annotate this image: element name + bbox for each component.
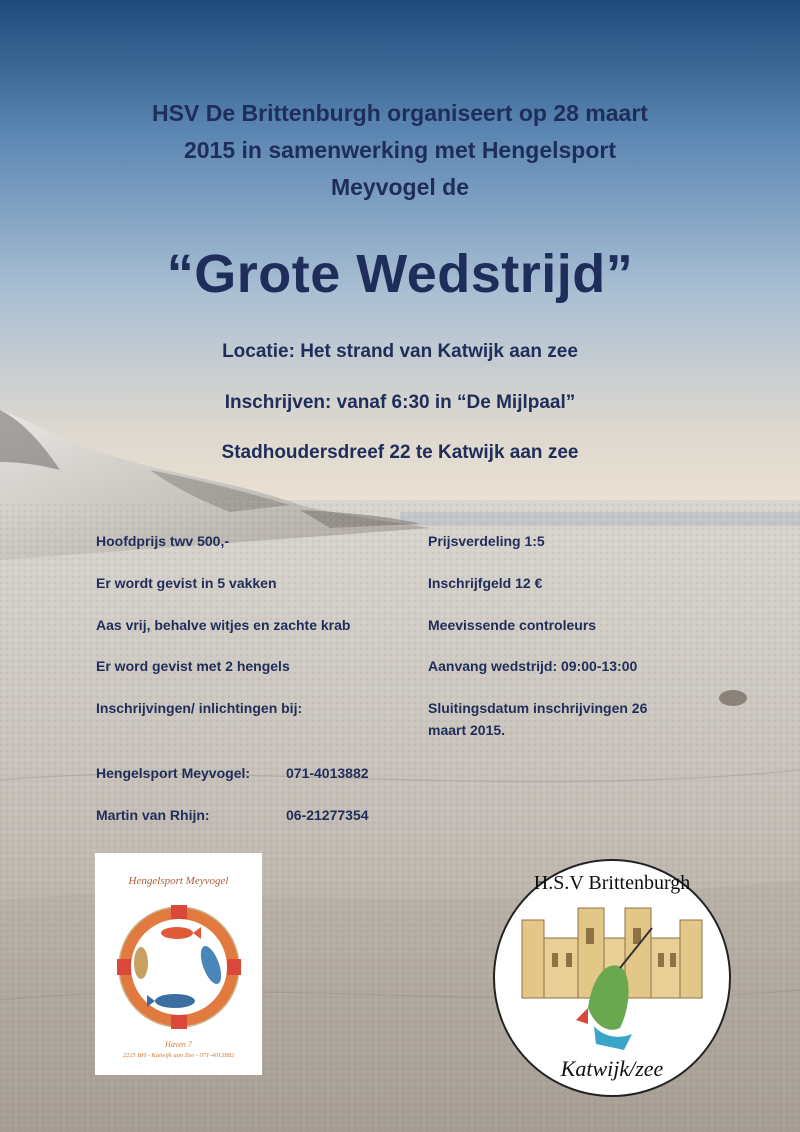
meyvogel-address-2: 2225 BH - Katwijk aan Zee - 071-4013882 — [122, 1052, 235, 1059]
intro-line: 2015 in samenwerking met Hengelsport — [183, 137, 617, 163]
contact-phone: 06-21277354 — [286, 807, 369, 823]
detail-closing-date: Sluitingsdatum inschrijvingen 26 — [428, 700, 648, 716]
detail-entry-fee: Inschrijfgeld 12 € — [428, 575, 543, 591]
meyvogel-address-1: Haven 7 — [165, 1040, 192, 1049]
detail-sections: Er wordt gevist in 5 vakken — [96, 575, 277, 591]
detail-rods: Er word gevist met 2 hengels — [96, 658, 290, 674]
contact-name: Hengelsport Meyvogel: — [96, 765, 251, 781]
headline: “Grote Wedstrijd” — [166, 244, 634, 304]
detail-controllers: Meevissende controleurs — [428, 617, 597, 633]
detail-start-time: Aanvang wedstrijd: 09:00-13:00 — [428, 658, 638, 674]
brittenburgh-logo — [492, 858, 732, 1098]
detail-info-contact: Inschrijvingen/ inlichtingen bij: — [96, 700, 303, 716]
intro-text — [0, 95, 800, 206]
meyvogel-logo-title: Hengelsport Meyvogel — [128, 875, 229, 887]
detail-prize-distribution: Prijsverdeling 1:5 — [428, 533, 545, 549]
brittenburgh-title: H.S.V Brittenburgh — [533, 872, 691, 894]
address-line: Stadhoudersdreef 22 te Katwijk aan zee — [221, 442, 579, 463]
intro-line: HSV De Brittenburgh organiseert op 28 maart — [152, 100, 648, 126]
lifebuoy-fish-icon — [113, 901, 245, 1033]
detail-main-prize: Hoofdprijs twv 500,- — [96, 533, 230, 549]
registration-line: Inschrijven: vanaf 6:30 in “De Mijlpaal” — [224, 392, 576, 413]
location-line: Locatie: Het strand van Katwijk aan zee — [222, 341, 578, 362]
detail-bait: Aas vrij, behalve witjes en zachte krab — [96, 617, 351, 633]
brittenburgh-location: Katwijk/zee — [560, 1056, 664, 1081]
contact-name: Martin van Rhijn: — [96, 807, 210, 823]
detail-closing-date-cont: maart 2015. — [428, 722, 506, 738]
intro-line: Meyvogel de — [330, 174, 470, 200]
contact-phone: 071-4013882 — [286, 765, 369, 781]
meyvogel-logo — [95, 853, 262, 1075]
